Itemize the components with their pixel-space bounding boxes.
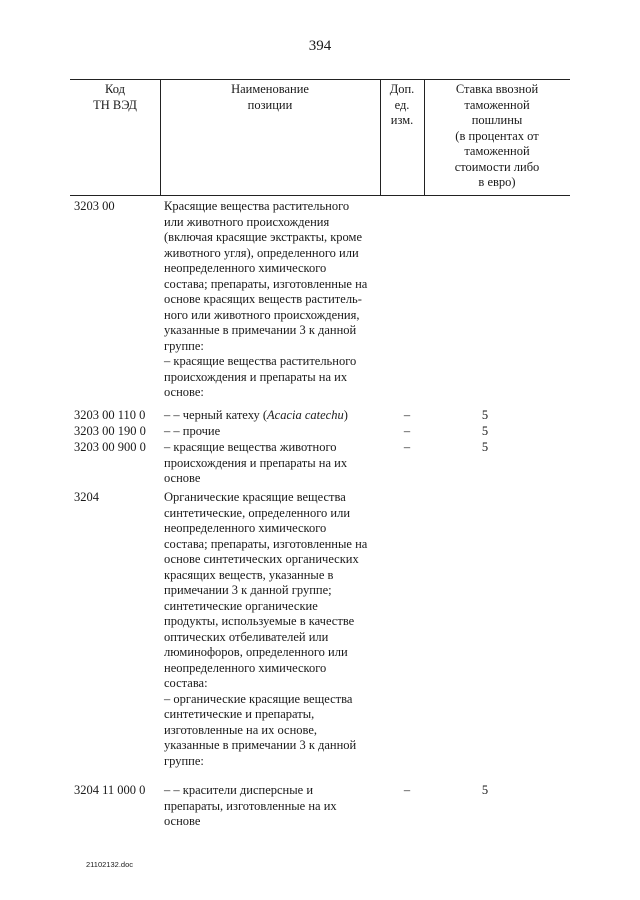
header-name: Наименование позиции <box>231 82 309 112</box>
row-code: 3203 00 <box>74 199 115 213</box>
row-unit: – <box>403 424 411 438</box>
row-rate: 5 <box>481 408 489 422</box>
header-unit: Доп. ед. изм. <box>389 82 415 127</box>
row-rate: 5 <box>481 440 489 454</box>
document-filename: 21102132.doc <box>86 860 133 869</box>
row-name: – – прочие <box>164 424 221 438</box>
header-rate: Ставка ввозной таможенной пошлины (в процентах от таможенной стоимости либо в евро) <box>454 82 540 189</box>
row-name: – – черный катеху (Acacia catechu) <box>164 408 348 422</box>
row-name: – красящие вещества животного происхождения и препараты на их основе <box>164 440 348 485</box>
row-rate: 5 <box>481 783 489 797</box>
row-name: Органические красящие вещества синтетические, определенного или неопределенного химического состава; препараты, изготовленные на основе синтетических органических красящих веществ, указанные в примечании 3 к данной группе; синтетические органические продукты, используемые в качестве оптических отбеливателей или люминофоров, определенного или неопределенного химического состава: – органические красящие вещества синтетические и препараты, изготовленные на их основе, указанные в примечании 3 к данной группе: <box>164 490 368 768</box>
header-code: Код ТН ВЭД <box>93 82 137 112</box>
row-unit: – <box>403 408 411 422</box>
row-name: – – красители дисперсные и препараты, изготовленные на их основе <box>164 783 337 828</box>
row-code: 3204 11 000 0 <box>74 783 146 797</box>
row-code: 3204 <box>74 490 99 504</box>
table-header-rule <box>70 195 570 196</box>
table-top-rule <box>70 79 570 80</box>
row-name: Красящие вещества растительного или животного происхождения (включая красящие экстракты, кроме животного угля), определенного или неопределенного химического состава; препараты, изготовленные на основе красящих веществ раститель- ного или животного происхождения, указанные в примечании 3 к данной группе: – красящие вещества растительного происхождения и препараты на их основе: <box>164 199 368 399</box>
row-code: 3203 00 900 0 <box>74 440 146 454</box>
page-number: 394 <box>308 38 332 54</box>
row-unit: – <box>403 783 411 797</box>
row-unit: – <box>403 440 411 454</box>
row-name-italic: Acacia catechu <box>267 408 344 422</box>
row-code: 3203 00 190 0 <box>74 424 146 438</box>
row-code: 3203 00 110 0 <box>74 408 146 422</box>
row-rate: 5 <box>481 424 489 438</box>
